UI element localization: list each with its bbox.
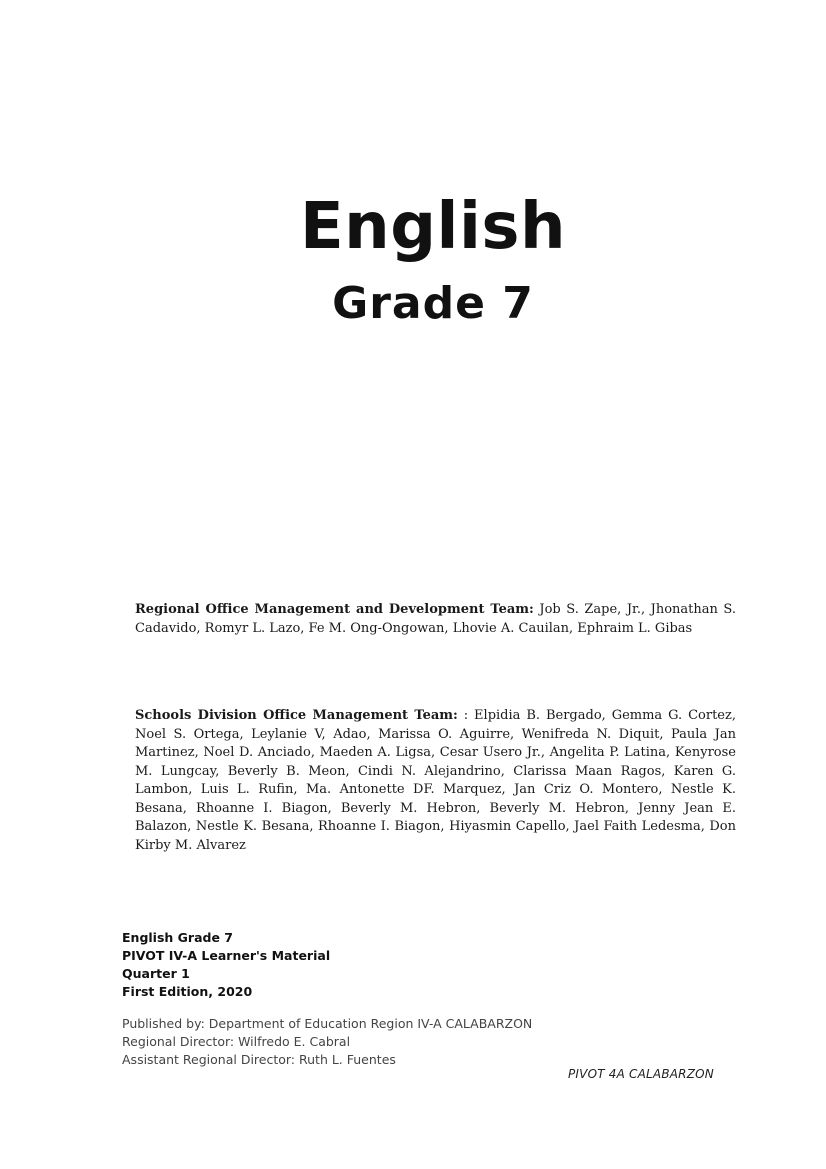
regional-director: Regional Director: Wilfredo E. Cabral xyxy=(122,1034,351,1049)
regional-team-credits xyxy=(135,601,736,638)
publisher-info xyxy=(122,1015,532,1069)
published-by: Published by: Department of Education Region IV-A CALABARZON xyxy=(122,1016,533,1031)
regional-team-label: Regional Office Management and Development Team: xyxy=(135,602,534,617)
edition-quarter: Quarter 1 xyxy=(122,966,190,981)
edition-material: PIVOT IV-A Learner's Material xyxy=(122,948,331,963)
edition-info xyxy=(122,929,330,1001)
assistant-regional-director: Assistant Regional Director: Ruth L. Fuentes xyxy=(122,1052,396,1067)
schools-team-members: : Elpidia B. Bergado, Gemma G. Cortez, Noel S. Ortega, Leylanie V, Adao, Marissa O. Aguirre, Wenifreda N. Diquit, Paula Jan Martinez, Noel D. Anciado, Maeden A. Ligsa, Cesar Usero Jr., Angelita P. Latina, Kenyrose M. Lungcay, Beverly B. Meon, Cindi N. Alejandrino, Clarissa Maan Ragos, Karen G. Lambon, Luis L. Rufin, Ma. Antonette DF. Marquez, Jan Criz O. Montero, Nestle K. Besana, Rhoanne I. Biagon, Beverly M. Hebron, Beverly M. Hebron, Jenny Jean E. Balazon, Nestle K. Besana, Rhoanne I. Biagon, Hiyasmin Capello, Jael Faith Ledesma, Don Kirby M. Alvarez xyxy=(135,708,736,853)
schools-team-credits xyxy=(135,707,736,855)
edition-title: English Grade 7 xyxy=(122,930,233,945)
grade-title: Grade 7 xyxy=(332,278,534,329)
subject-title: English xyxy=(299,190,567,264)
regional-team-members: Job S. Zape, Jr., Jhonathan S. Cadavido, Romyr L. Lazo, Fe M. Ong-Ongowan, Lhovie A. Cauilan, Ephraim L. Gibas xyxy=(135,602,736,636)
page-footer: PIVOT 4A CALABARZON xyxy=(568,1067,714,1081)
edition-number: First Edition, 2020 xyxy=(122,984,253,999)
schools-team-label: Schools Division Office Management Team: xyxy=(135,708,458,723)
